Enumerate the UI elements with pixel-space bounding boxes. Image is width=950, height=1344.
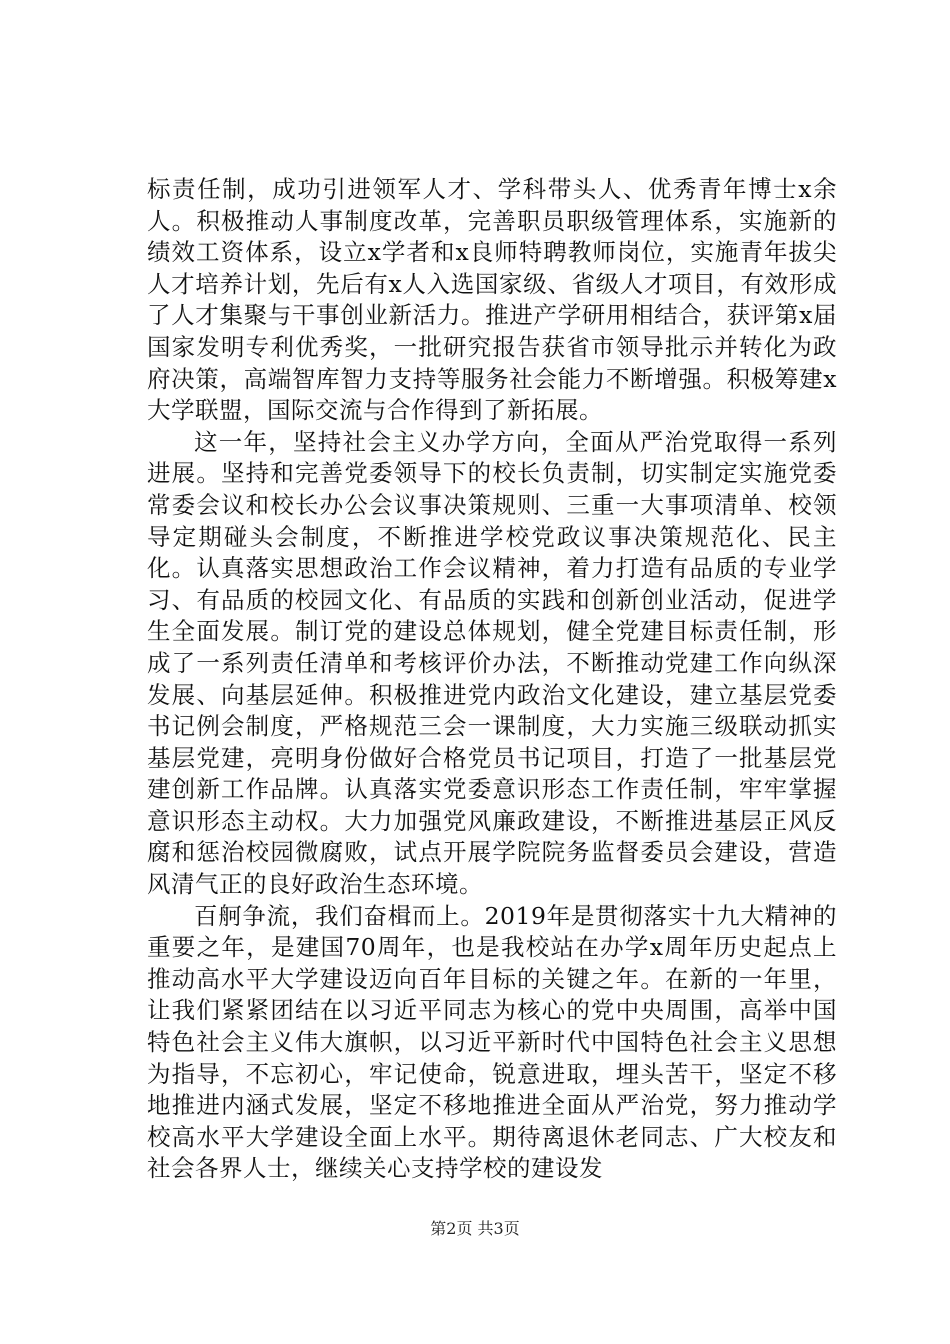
- paragraph-2: 这一年，坚持社会主义办学方向，全面从严治党取得一系列进展。坚持和完善党委领导下的校长负责制，切实制定实施党委常委会议和校长办公会议事决策规则、三重一大事项清单、校领导定期碰头会制度，不断推进学校党政议事决策规范化、民主化。认真落实思想政治工作会议精神，着力打造有品质的专业学习、有品质的校园文化、有品质的实践和创新创业活动，促进学生全面发展。制订党的建设总体规划，健全党建目标责任制，形成了一系列责任清单和考核评价办法，不断推动党建工作向纵深发展、向基层延伸。积极推进党内政治文化建设，建立基层党委书记例会制度，严格规范三会一课制度，大力实施三级联动抓实基层党建，亮明身份做好合格党员书记项目，打造了一批基层党建创新工作品牌。认真落实党委意识形态工作责任制，牢牢掌握意识形态主动权。大力加强党风廉政建设，不断推进基层正风反腐和惩治校园微腐败，试点开展学院院务监督委员会建设，营造风清气正的良好政治生态环境。: [147, 427, 837, 899]
- paragraph-3: 百舸争流，我们奋楫而上。2019年是贯彻落实十九大精神的重要之年，是建国70周年，也是我校站在办学x周年历史起点上推动高水平大学建设迈向百年目标的关键之年。在新的一年里，让我们紧紧团结在以习近平同志为核心的党中央周围，高举中国特色社会主义伟大旗帜，以习近平新时代中国特色社会主义思想为指导，不忘初心，牢记使命，锐意进取，埋头苦干，坚定不移地推进内涵式发展，坚定不移地推进全面从严治党，努力推动学校高水平大学建设全面上水平。期待离退休老同志、广大校友和社会各界人士，继续关心支持学校的建设发: [147, 901, 837, 1183]
- document-body: [147, 174, 837, 1185]
- paragraph-1: 标责任制，成功引进领军人才、学科带头人、优秀青年博士x余人。积极推动人事制度改革，完善职员职级管理体系，实施新的绩效工资体系，设立x学者和x良师特聘教师岗位，实施青年拔尖人才培养计划，先后有x人入选国家级、省级人才项目，有效形成了人才集聚与干事创业新活力。推进产学研用相结合，获评第x届国家发明专利优秀奖，一批研究报告获省市领导批示并转化为政府决策，高端智库智力支持等服务社会能力不断增强。积极筹建x大学联盟，国际交流与合作得到了新拓展。: [147, 175, 837, 425]
- page-footer: 第2页 共3页: [430, 1219, 520, 1238]
